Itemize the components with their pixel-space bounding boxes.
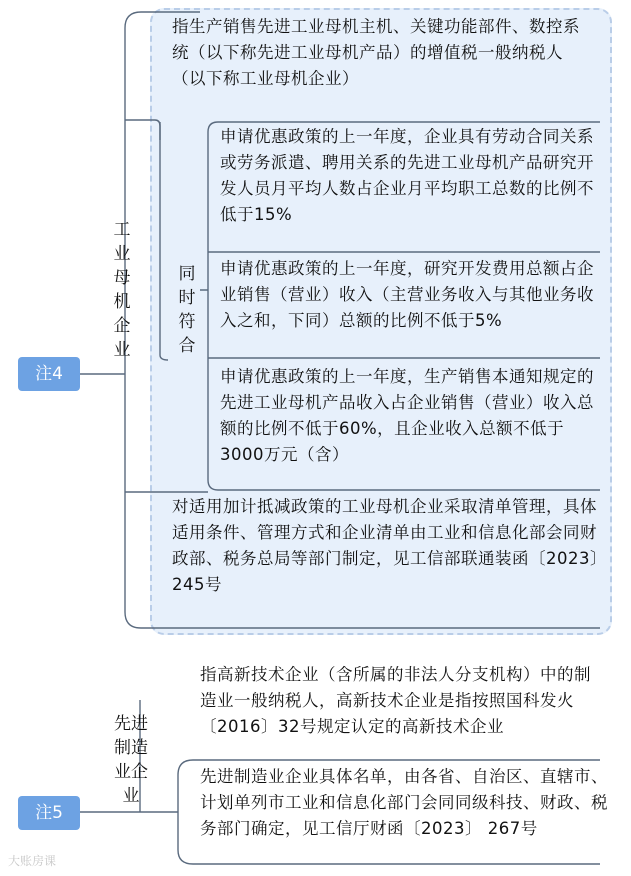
note5-category: 先进制造业企业 (114, 714, 148, 806)
note4-management: 对适用加计抵减政策的工业母机企业采取清单管理，具体适用条件、管理方式和企业清单由工业和信息化部会同财政部、税务总局等部门制定，见工信部联通装函〔2023〕245号 (172, 497, 599, 594)
note4-category: 工业母机企业 (113, 220, 131, 360)
condition-group-label: 同时符合 (178, 264, 196, 356)
condition-2: 申请优惠政策的上一年度，研究开发费用总额占企业销售（营业）收入（主营业务收入与其他业务收入之和，下同）总额的比例不低于5% (220, 259, 594, 330)
note4-badge: 注4 (18, 357, 80, 391)
condition-1: 申请优惠政策的上一年度，企业具有劳动合同关系或劳务派遣、聘用关系的先进工业母机产品研究开发人员月平均人数占企业月平均职工总数的比例不低于15% (220, 127, 594, 224)
note4-definition: 指生产销售先进工业母机主机、关键功能部件、数控系统（以下称先进工业母机产品）的增值税一般纳税人（以下称工业母机企业） (172, 17, 580, 88)
note5-badge: 注5 (18, 796, 80, 830)
watermark: 大账房课 (8, 854, 57, 868)
note5-list-rule: 先进制造业企业具体名单，由各省、自治区、直辖市、计划单列市工业和信息化部门会同同级科技、财政、税务部门确定，见工信厅财函〔2023〕 267号 (200, 767, 608, 838)
condition-3: 申请优惠政策的上一年度，生产销售本通知规定的先进工业母机产品收入占企业销售（营业）收入总额的比例不低于60%，且企业收入总额不低于3000万元（含） (220, 367, 594, 464)
note5-definition: 指高新技术企业（含所属的非法人分支机构）中的制造业一般纳税人，高新技术企业是指按照国科发火〔2016〕32号规定认定的高新技术企业 (200, 665, 591, 736)
